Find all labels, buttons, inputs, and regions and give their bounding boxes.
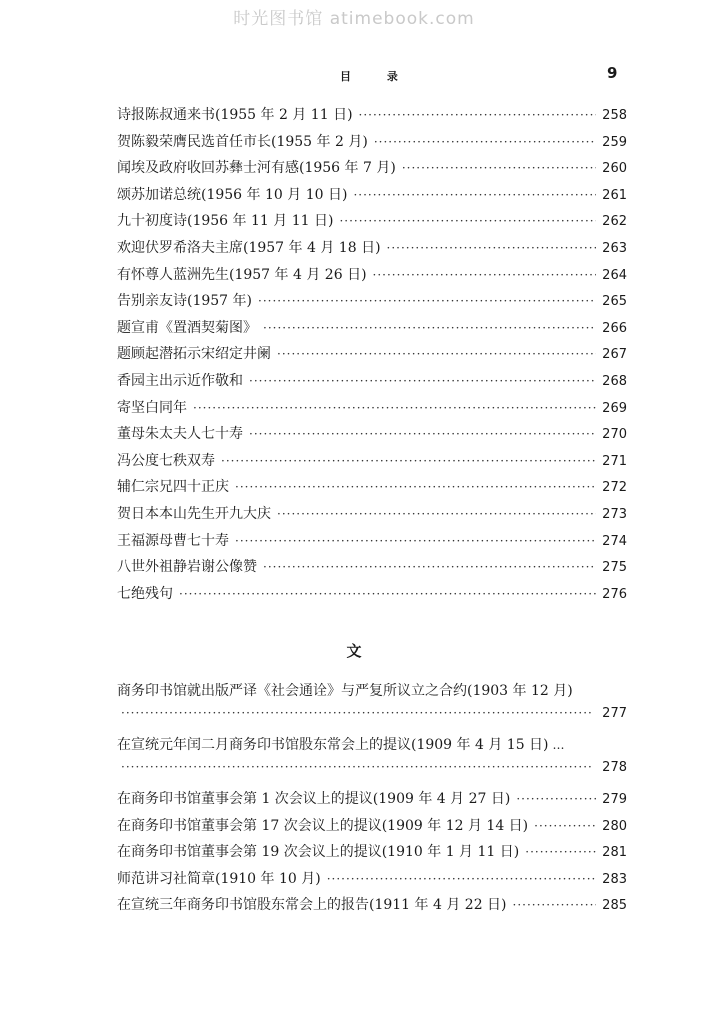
toc-entry [117,815,627,842]
leader-dots [374,135,596,149]
toc-entry-page: 264 [602,267,627,283]
toc-entry-page: 270 [602,427,627,443]
toc-entry [117,370,627,397]
running-header-title: 目 录 [340,70,414,83]
toc-entry [117,237,627,264]
toc-entry-title: 诗报陈叔通来书(1955 年 2 月 11 日) [117,107,353,123]
toc-entry-title: 欢迎伏罗希洛夫主席(1957 年 4 月 18 日) [117,239,381,256]
toc-entry-title: 寄坚白同年 [117,399,187,416]
toc-entry-title: 题顾起潜拓示宋绍定井阑 [117,346,271,363]
toc-entry-page: 283 [602,871,627,887]
toc-entry-title: 师范讲习社简章(1910 年 10 月) [117,870,321,887]
toc-entry [117,210,627,237]
toc-entry-title: 在商务印书馆董事会第 17 次会议上的提议(1909 年 12 月 14 日) [117,817,529,834]
toc-entry-title: 闻埃及政府收回苏彝士河有感(1956 年 7 月) [117,160,396,177]
toc-entry-page: 271 [602,453,627,469]
toc-entry [117,503,627,530]
toc-entry-page: 273 [602,506,627,522]
toc-entry-title: 有怀尊人蓝洲先生(1957 年 4 月 26 日) [117,266,367,283]
trailing-dots: … [552,738,566,752]
toc-entry-page: 279 [602,792,627,807]
leader-dots [339,214,596,228]
toc-entry-page: 260 [602,161,627,177]
toc-entry-page: 272 [602,480,627,496]
toc-entry [117,104,627,131]
toc-entry [117,264,627,291]
leader-dots [327,872,596,886]
toc-entry [117,157,627,184]
toc-entry-page: 268 [602,373,627,389]
toc-entry-page: 267 [602,347,627,363]
leader-dots [277,347,596,361]
leader-dots [387,241,597,255]
toc-entry-title: 王福源母曹七十寿 [117,532,229,549]
leader-dots [525,845,596,859]
leader-dots [235,534,596,548]
toc-entry-page: 262 [602,214,627,230]
toc-entry-title: 贺日本本山先生开九大庆 [117,505,271,522]
toc-entry [117,583,627,610]
toc-entry-page: 276 [602,586,627,602]
toc-entry-title: 在宣统元年闰二月商务印书馆股东常会上的提议(1909 年 4 月 15 日) [117,737,549,753]
toc-entry-page: 258 [602,108,627,123]
toc-entry-title: 颂苏加诺总统(1956 年 10 月 10 日) [117,186,348,203]
toc-entry-page: 269 [602,400,627,416]
toc-entry-title: 商务印书馆就出版严译《社会通诠》与严复所议立之合约(1903 年 12 月) [117,683,573,699]
leader-dots [249,374,596,388]
leader-dots [359,108,597,122]
toc-entry-title: 八世外祖静岩谢公像赞 [117,559,257,576]
leader-dots [263,321,596,335]
leader-dots [263,560,596,574]
toc-entry-page: 278 [602,760,627,775]
toc-entry [117,317,627,344]
toc-entry-page: 259 [602,134,627,150]
toc-entry-title: 冯公度七秩双寿 [117,452,215,469]
toc-entry-title: 香园主出示近作敬和 [117,372,243,389]
toc-articles-list [117,680,627,921]
toc-entry-page: 281 [602,845,627,861]
toc-entry [117,841,627,868]
toc-entry-title: 在商务印书馆董事会第 19 次会议上的提议(1910 年 1 月 11 日) [117,844,520,861]
toc-entry-title: 在商务印书馆董事会第 1 次会议上的提议(1909 年 4 月 27 日) [117,791,511,807]
toc-entry-two-line [117,734,627,788]
toc-entry [117,397,627,424]
watermark: 时光图书馆 atimebook.com [233,9,475,29]
leader-dots [221,454,596,468]
leader-dots [373,268,597,282]
toc-poems-list [117,104,627,609]
toc-entry-page: 261 [602,187,627,203]
toc-entry-page: 263 [602,240,627,256]
toc-entry-title: 董母朱太夫人七十寿 [117,426,243,443]
toc-entry-page: 265 [602,294,627,310]
leader-dots [235,480,596,494]
toc-entry [117,788,627,815]
leader-dots [516,792,596,806]
toc-entry-page: 266 [602,320,627,336]
leader-dots [258,294,596,308]
toc-entry-page: 275 [602,560,627,576]
leader-dots [402,161,596,175]
leader-dots [249,427,596,441]
toc-entry-title: 在宣统三年商务印书馆股东常会上的报告(1911 年 4 月 22 日) [117,897,507,914]
toc-entry [117,423,627,450]
toc-entry-title: 七绝残句 [117,585,173,602]
leader-dots [179,587,596,601]
leader-dots [121,760,594,774]
leader-dots [277,507,596,521]
toc-entry-page: 280 [602,818,627,834]
toc-entry [117,450,627,477]
toc-entry [117,868,627,895]
leader-dots [513,898,597,912]
toc-entry [117,530,627,557]
toc-entry [117,894,627,921]
leader-dots [121,706,594,720]
leader-dots [193,401,596,415]
toc-entry-title: 九十初度诗(1956 年 11 月 11 日) [117,213,334,230]
toc-entry [117,556,627,583]
toc-entry [117,343,627,370]
toc-entry-two-line [117,680,627,734]
toc-entry-page: 274 [602,533,627,549]
toc-entry-title: 告别亲友诗(1957 年) [117,293,253,310]
toc-entry [117,476,627,503]
leader-dots [534,819,596,833]
toc-entry-title: 题宣甫《置酒契菊图》 [117,319,257,336]
toc-entry-page: 285 [602,898,627,914]
leader-dots [353,188,596,202]
toc-entry-title: 辅仁宗兄四十正庆 [117,479,229,496]
toc-entry [117,184,627,211]
toc-entry-page: 277 [602,706,627,721]
toc-entry [117,131,627,158]
page-number: 9 [607,64,618,82]
section-heading: 文 [346,642,362,660]
toc-entry-title: 贺陈毅荣膺民选首任市长(1955 年 2 月) [117,133,368,150]
toc-entry [117,290,627,317]
